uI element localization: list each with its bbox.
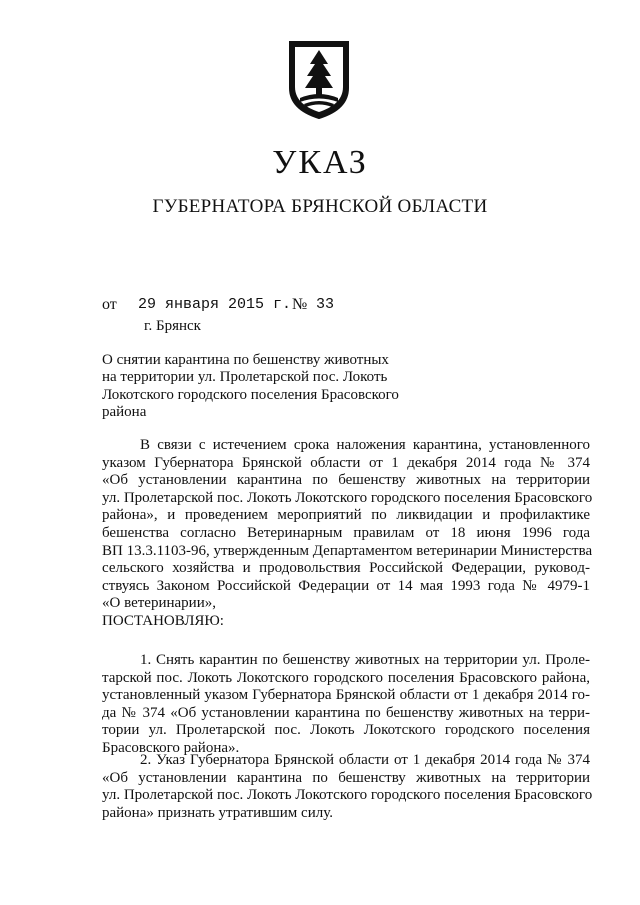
subject-line: района bbox=[102, 403, 147, 420]
preamble-paragraph bbox=[102, 437, 593, 631]
item-1-line: да № 374 «Об установлении карантина по бешенству животных на терри- bbox=[102, 704, 590, 721]
resolution-heading: ПОСТАНОВЛЯЮ: bbox=[102, 612, 224, 629]
item-2-line: 2. Указ Губернатора Брянской области от 1 декабря 2014 года № 374 bbox=[140, 752, 590, 768]
item-1-line: установленный указом Губернатора Брянской области от 1 декабря 2014 го- bbox=[102, 687, 590, 704]
item-2-paragraph bbox=[102, 752, 593, 822]
preamble-line: ВП 13.3.1103-96, утвержденным Департаментом ветеринарии Министерства bbox=[102, 542, 593, 559]
document-subject bbox=[102, 352, 422, 421]
number-prefix: № bbox=[292, 296, 308, 313]
preamble-line: «О ветеринарии», bbox=[102, 595, 216, 612]
document-number: 33 bbox=[316, 296, 335, 313]
item-1-line: тарской пос. Локоть Локотского городского поселения Брасовского района, bbox=[102, 669, 590, 686]
coat-of-arms-icon bbox=[286, 40, 352, 120]
preamble-line: сельского хозяйства и продовольствия Российской Федерации, руковод- bbox=[102, 560, 590, 577]
preamble-line: указом Губернатора Брянской области от 1 декабря 2014 года № 374 bbox=[102, 454, 590, 471]
item-1-paragraph bbox=[102, 652, 590, 758]
preamble-line: ул. Пролетарской пос. Локоть Локотского городского поселения Брасовского bbox=[102, 489, 593, 506]
item-2-line: ул. Пролетарской пос. Локоть Локотского городского поселения Брасовского bbox=[102, 787, 593, 804]
preamble-line: района», и проведением мероприятий по ликвидации и профилактике bbox=[102, 507, 590, 524]
subject-line: Локотского городского поселения Брасовского bbox=[102, 386, 399, 403]
page-subtitle: ГУБЕРНАТОРА БРЯНСКОЙ ОБЛАСТИ bbox=[152, 196, 488, 217]
city-label: г. Брянск bbox=[144, 318, 201, 334]
document-date: 29 января 2015 г. bbox=[138, 296, 292, 313]
preamble-line: бешенства согласно Ветеринарным правилам от 18 июня 1996 года bbox=[102, 524, 590, 541]
subject-line: О снятии карантина по бешенству животных bbox=[102, 352, 389, 368]
item-2-line: района» признать утратившим силу. bbox=[102, 804, 333, 821]
subject-line: на территории ул. Пролетарской пос. Локоть bbox=[102, 369, 388, 386]
preamble-line: В связи с истечением срока наложения карантина, установленного bbox=[140, 437, 590, 453]
item-1-line: 1. Снять карантин по бешенству животных на территории ул. Проле- bbox=[140, 652, 590, 668]
item-1-line: Брасовского района». bbox=[102, 739, 240, 756]
item-1-line: тории ул. Пролетарской пос. Локоть Локотского городского поселения bbox=[102, 722, 590, 739]
date-prefix: от bbox=[102, 296, 117, 313]
page-title: УКАЗ bbox=[272, 144, 368, 181]
preamble-line: ствуясь Законом Российской Федерации от 14 мая 1993 года № 4979-1 bbox=[102, 577, 590, 594]
item-2-line: «Об установлении карантина по бешенству животных на территории bbox=[102, 769, 590, 786]
preamble-line: «Об установлении карантина по бешенству животных на территории bbox=[102, 472, 590, 489]
